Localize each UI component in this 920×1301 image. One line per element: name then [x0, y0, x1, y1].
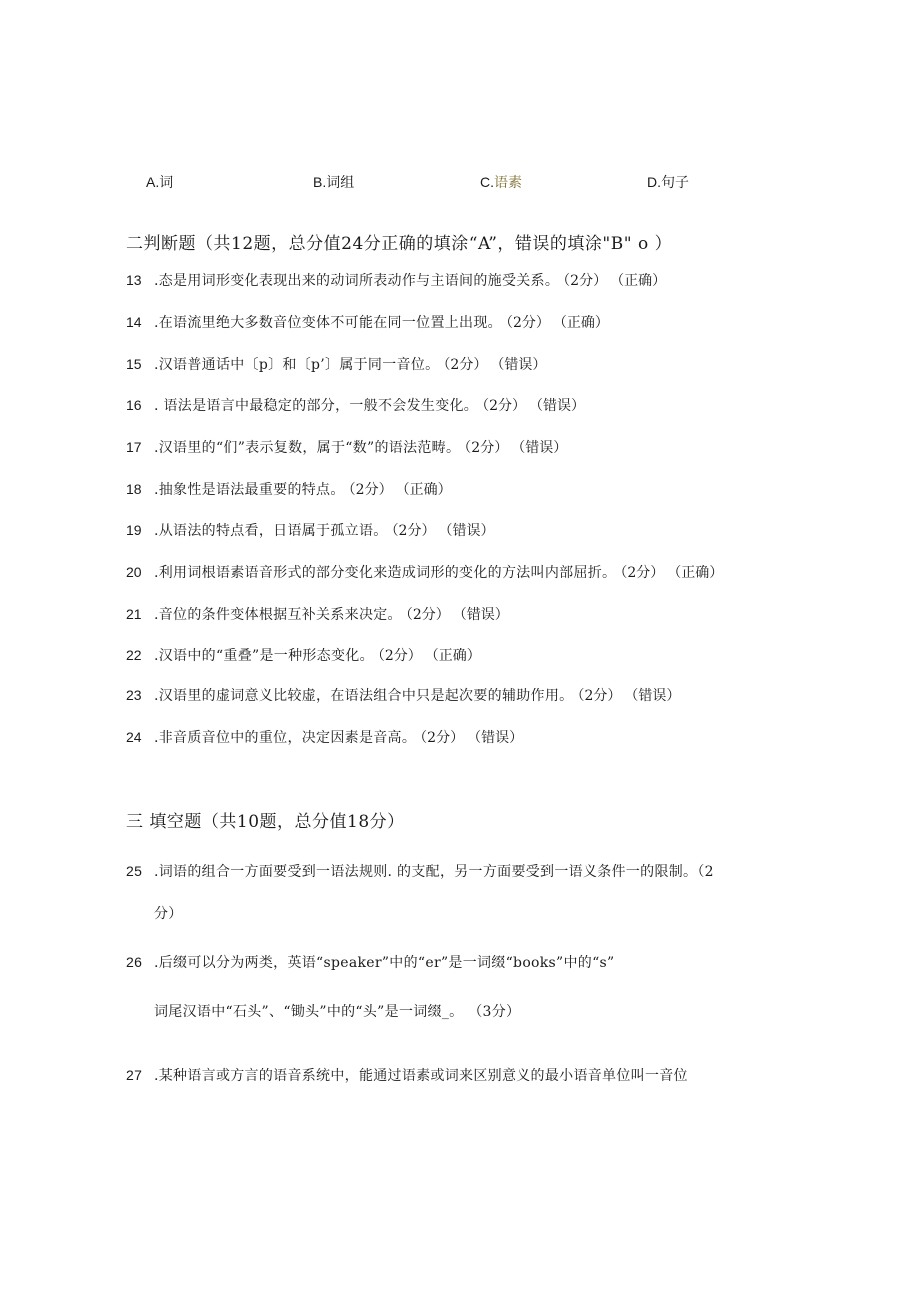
question-number: 14	[126, 314, 142, 330]
question-24	[126, 726, 523, 748]
question-number: 15	[126, 356, 142, 372]
question-number: 21	[126, 606, 142, 622]
question-score: （2分）	[482, 398, 527, 414]
section-title-fill-blank: 三 填空题（共10题，总分值18分）	[126, 812, 405, 832]
question-text: .利用词根语素语音形式的部分变化来造成词形的变化的方法叫内部屈折。	[154, 565, 617, 581]
question-15	[126, 353, 546, 375]
question-14	[126, 311, 609, 333]
question-text: .词语的组合一方面要受到一语法规则. 的支配，另一方面要受到一语义条件一的限制。（2	[154, 864, 714, 880]
question-score: （2分）	[577, 688, 622, 704]
question-27-line1	[126, 1065, 688, 1085]
question-text: .汉语普通话中〔p〕和〔p’〕属于同一音位。	[154, 357, 440, 373]
question-number: 24	[126, 729, 142, 745]
question-answer: （错误）	[518, 440, 568, 456]
question-text: .某种语言或方言的语音系统中，能通过语素或词来区别意义的最小语音单位叫一音位	[154, 1068, 688, 1084]
question-text: .汉语里的虚词意义比较虚，在语法组合中只是起次要的辅助作用。	[154, 688, 574, 704]
option-c-prefix: C.	[480, 174, 494, 190]
question-number: 26	[126, 954, 143, 970]
question-answer: （错误）	[474, 730, 524, 746]
question-text: .抽象性是语法最重要的特点。	[154, 482, 345, 498]
question-answer: （错误）	[497, 357, 547, 373]
question-answer: （错误）	[631, 688, 681, 704]
question-answer: （正确）	[431, 648, 481, 664]
option-c	[480, 172, 522, 192]
question-answer: （错误）	[536, 398, 586, 414]
question-18	[126, 478, 452, 500]
question-number: 20	[126, 564, 142, 580]
question-score: （2分）	[443, 357, 488, 373]
option-b-prefix: B.	[313, 174, 327, 190]
question-13	[126, 269, 666, 291]
question-answer: （正确）	[674, 565, 724, 581]
option-b	[313, 172, 354, 192]
question-number: 13	[126, 272, 142, 288]
option-c-text: 语素	[494, 174, 522, 190]
option-a: A.词	[146, 174, 174, 190]
question-number: 16	[126, 397, 142, 413]
question-score: （2分）	[464, 440, 509, 456]
question-21	[126, 603, 509, 625]
question-answer: （错误）	[459, 607, 509, 623]
question-number: 27	[126, 1067, 143, 1083]
question-score: （2分）	[377, 648, 422, 664]
question-text: .汉语里的“们”表示复数，属于“数”的语法范畴。	[154, 440, 461, 456]
question-score: （2分）	[391, 523, 436, 539]
question-22	[126, 644, 481, 666]
question-answer: （正确）	[617, 273, 667, 289]
question-text: .从语法的特点看，日语属于孤立语。	[154, 523, 388, 539]
question-text: .态是用词形变化表现出来的动词所表动作与主语间的施受关系。	[154, 273, 560, 289]
question-17	[126, 436, 567, 458]
question-text: .后缀可以分为两类，英语“speaker”中的“er”是一词缀“books”中的“s”	[154, 955, 615, 971]
question-number: 17	[126, 439, 142, 455]
question-19	[126, 519, 494, 541]
question-25-line1	[126, 861, 714, 881]
question-answer: （正确）	[559, 315, 609, 331]
question-score: （2分）	[620, 565, 665, 581]
question-25-line2: 分）	[154, 906, 183, 922]
question-text: . 语法是语言中最稳定的部分，一般不会发生变化。	[154, 398, 479, 414]
question-26-line2: 词尾汉语中“石头”、“锄头”中的“头”是一词缀_。 （3分）	[154, 1004, 521, 1020]
question-number: 25	[126, 863, 143, 879]
question-number: 19	[126, 522, 142, 538]
option-b-text: 词组	[326, 174, 355, 190]
question-text: .汉语中的“重叠”是一种形态变化。	[154, 648, 374, 664]
question-number: 23	[126, 687, 142, 703]
question-score: （2分）	[505, 315, 550, 331]
question-text: .音位的条件变体根据互补关系来决定。	[154, 607, 402, 623]
question-score: （2分）	[563, 273, 608, 289]
option-d: D.句子	[647, 174, 689, 190]
question-text: .非音质音位中的重位，决定因素是音高。	[154, 730, 417, 746]
section-title-true-false: 二判断题（共12题，总分值24分正确的填涂“A”，错误的填涂"B" o ）	[126, 234, 673, 254]
question-text: .在语流里绝大多数音位变体不可能在同一位置上出现。	[154, 315, 502, 331]
question-score: （2分）	[348, 482, 393, 498]
question-score: （2分）	[420, 730, 465, 746]
question-16	[126, 394, 585, 416]
question-answer: （正确）	[402, 482, 452, 498]
question-20	[126, 561, 723, 583]
question-23	[126, 684, 680, 706]
question-number: 22	[126, 647, 142, 663]
question-26-line1	[126, 952, 615, 972]
question-number: 18	[126, 481, 142, 497]
question-answer: （错误）	[445, 523, 495, 539]
question-score: （2分）	[405, 607, 450, 623]
